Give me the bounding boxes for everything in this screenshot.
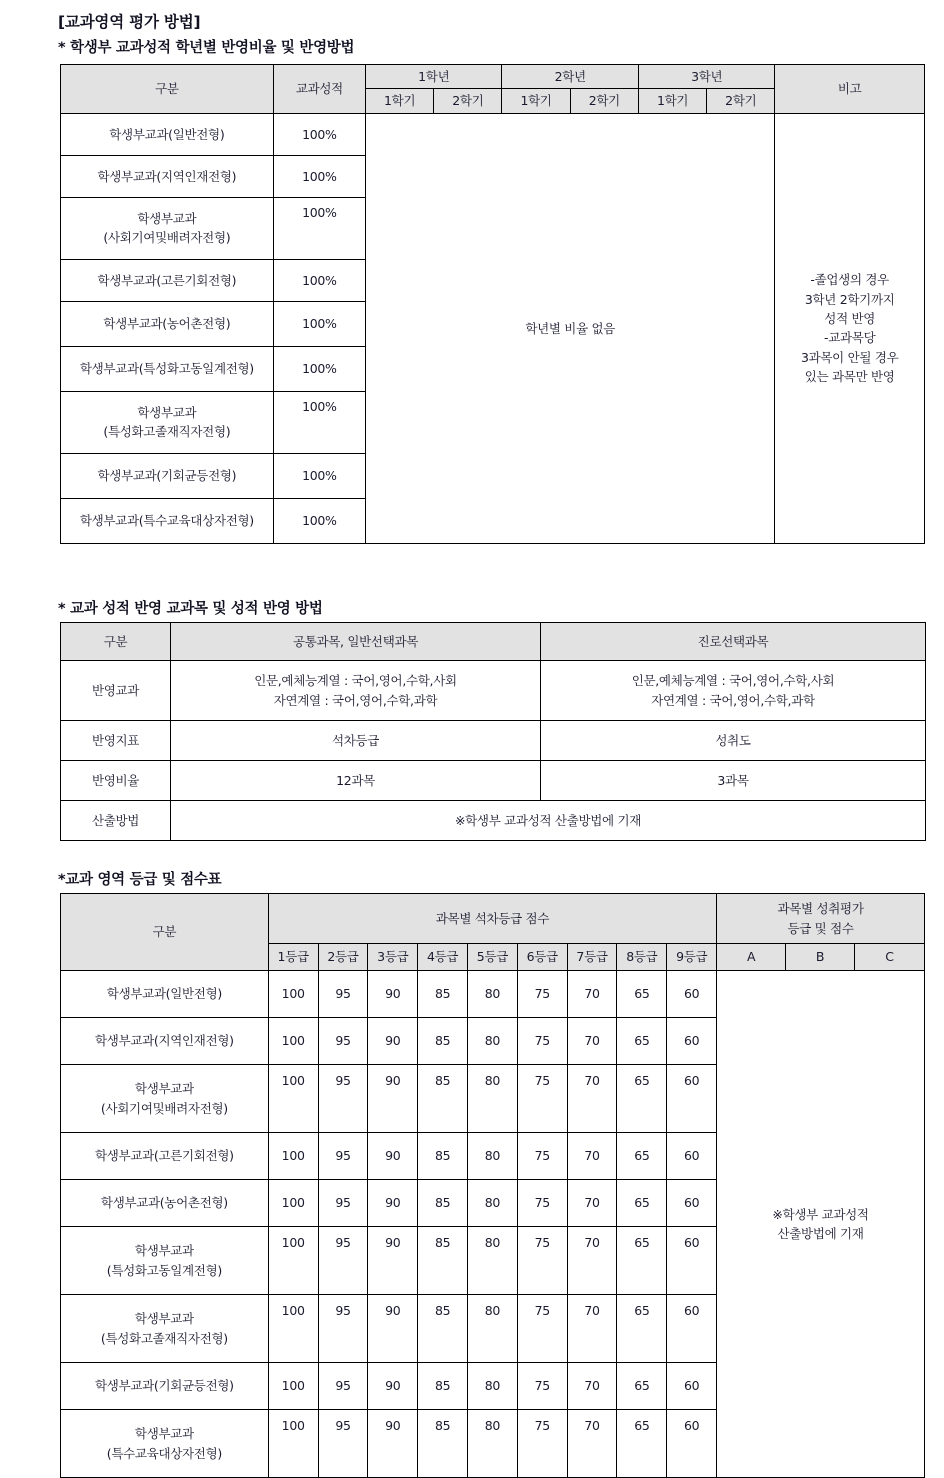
header-g1-sem1: 1학기 xyxy=(366,89,434,113)
score-cell: 75 xyxy=(517,1410,567,1478)
row-label xyxy=(61,1180,269,1227)
score-cell: 80 xyxy=(468,1227,518,1295)
cell-career-subjects xyxy=(541,661,926,721)
row-label xyxy=(61,1295,269,1363)
row-ratio: 100% xyxy=(273,301,365,346)
score-cell: 80 xyxy=(468,1363,518,1410)
header-gubun: 구분 xyxy=(61,894,269,971)
row-ratio: 100% xyxy=(273,155,365,197)
row-label-line1: 학생부교과(일반전형) xyxy=(109,126,225,142)
score-cell: 100 xyxy=(268,1363,318,1410)
score-cell: 95 xyxy=(318,1180,368,1227)
row-label-line1: 학생부교과(기회균등전형) xyxy=(97,468,237,484)
achievement-group-line-1: 과목별 성취평가 xyxy=(777,901,864,917)
score-cell: 90 xyxy=(368,1363,418,1410)
header-achievement-c: C xyxy=(854,944,924,971)
table-row xyxy=(61,113,925,155)
header-grade-8: 8등급 xyxy=(617,944,667,971)
header-grade-1: 1학년 xyxy=(366,65,502,89)
header-grade-4: 4등급 xyxy=(418,944,468,971)
score-cell: 60 xyxy=(667,1227,717,1295)
score-cell: 95 xyxy=(318,971,368,1018)
row-label-line1: 학생부교과 xyxy=(137,404,197,420)
table-row xyxy=(61,661,926,721)
row-label-line1: 학생부교과(고른기회전형) xyxy=(95,1148,234,1164)
section-3-heading: *교과 영역 등급 및 점수표 xyxy=(58,872,222,888)
header-achievement-group xyxy=(717,894,925,944)
row-label-line1: 학생부교과 xyxy=(134,1081,194,1097)
row-ratio: 100% xyxy=(273,113,365,155)
score-cell: 75 xyxy=(517,1018,567,1065)
table-3-header xyxy=(61,894,925,971)
score-cell: 65 xyxy=(617,1410,667,1478)
cell-calculation-method: ※학생부 교과성적 산출방법에 기재 xyxy=(171,801,926,841)
row-label xyxy=(61,259,274,301)
score-cell: 80 xyxy=(468,1295,518,1363)
row-label xyxy=(61,301,274,346)
row-label-line1: 학생부교과(고른기회전형) xyxy=(97,272,237,288)
score-cell: 95 xyxy=(318,1363,368,1410)
score-cell: 65 xyxy=(617,1363,667,1410)
note-line-6: 있는 과목만 반영 xyxy=(804,369,895,384)
career-subject-line-1: 인문,예체능계열 : 국어,영어,수학,사회 xyxy=(631,673,835,689)
score-cell: 85 xyxy=(418,1065,468,1133)
score-cell: 85 xyxy=(418,1410,468,1478)
score-cell: 100 xyxy=(268,1133,318,1180)
table-1-header xyxy=(61,65,925,114)
row-label xyxy=(61,1363,269,1410)
row-label xyxy=(61,113,274,155)
score-cell: 80 xyxy=(468,1133,518,1180)
score-cell: 95 xyxy=(318,1410,368,1478)
score-cell: 60 xyxy=(667,1410,717,1478)
score-cell: 70 xyxy=(567,1133,617,1180)
score-cell: 80 xyxy=(468,1180,518,1227)
score-cell: 100 xyxy=(268,1018,318,1065)
row-label-line1: 학생부교과 xyxy=(137,210,197,226)
score-cell: 60 xyxy=(667,1065,717,1133)
score-cell: 85 xyxy=(418,1180,468,1227)
cell-career-indicator: 성취도 xyxy=(541,721,926,761)
row-ratio: 100% xyxy=(273,259,365,301)
score-cell: 65 xyxy=(617,1133,667,1180)
score-cell: 100 xyxy=(268,1227,318,1295)
row-label-line1: 학생부교과(일반전형) xyxy=(106,986,222,1002)
header-gubun: 구분 xyxy=(61,65,274,114)
score-cell: 60 xyxy=(667,1363,717,1410)
score-cell: 90 xyxy=(368,1227,418,1295)
score-cell: 95 xyxy=(318,1065,368,1133)
header-achievement-b: B xyxy=(786,944,855,971)
score-cell: 65 xyxy=(617,1065,667,1133)
row-label xyxy=(61,1065,269,1133)
achievement-note-line-2: 산출방법에 기재 xyxy=(777,1226,864,1241)
score-cell: 100 xyxy=(268,1295,318,1363)
score-cell: 90 xyxy=(368,1295,418,1363)
row-label xyxy=(61,1227,269,1295)
score-cell: 80 xyxy=(468,1065,518,1133)
table-3-body xyxy=(61,971,925,1478)
row-label-reflected-subject: 반영교과 xyxy=(61,661,171,721)
score-cell: 70 xyxy=(567,1295,617,1363)
row-label xyxy=(61,346,274,391)
header-achievement-a: A xyxy=(717,944,786,971)
merged-note-cell xyxy=(775,113,925,543)
row-label-line1: 학생부교과 xyxy=(134,1311,194,1327)
score-cell: 60 xyxy=(667,1295,717,1363)
score-cell: 70 xyxy=(567,1363,617,1410)
header-rank-score-group: 과목별 석차등급 점수 xyxy=(268,894,716,944)
note-line-2: 3학년 2학기까지 xyxy=(804,291,895,307)
score-cell: 95 xyxy=(318,1018,368,1065)
cell-common-indicator: 석차등급 xyxy=(171,721,541,761)
score-cell: 100 xyxy=(268,1180,318,1227)
header-grade-1: 1등급 xyxy=(268,944,318,971)
score-cell: 70 xyxy=(567,1410,617,1478)
score-cell: 80 xyxy=(468,1410,518,1478)
score-cell: 70 xyxy=(567,1227,617,1295)
table-2-body xyxy=(61,661,926,841)
row-label xyxy=(61,155,274,197)
row-label-line1: 학생부교과(농어촌전형) xyxy=(100,1195,228,1211)
common-subject-line-1: 인문,예체능계열 : 국어,영어,수학,사회 xyxy=(254,673,457,689)
row-label xyxy=(61,197,274,259)
row-label-line1: 학생부교과(지역인재전형) xyxy=(97,168,237,184)
score-cell: 85 xyxy=(418,1227,468,1295)
row-label-ratio: 반영비율 xyxy=(61,761,171,801)
row-label xyxy=(61,391,274,453)
row-label-calculation: 산출방법 xyxy=(61,801,171,841)
table-row xyxy=(61,761,926,801)
score-cell: 60 xyxy=(667,971,717,1018)
table-header-row xyxy=(61,623,926,661)
score-cell: 70 xyxy=(567,1018,617,1065)
score-cell: 65 xyxy=(617,1227,667,1295)
table-row xyxy=(61,801,926,841)
score-cell: 100 xyxy=(268,1410,318,1478)
section-2-heading: * 교과 성적 반영 교과목 및 성적 반영 방법 xyxy=(58,601,323,617)
header-g3-sem2: 2학기 xyxy=(707,89,775,113)
row-ratio: 100% xyxy=(273,453,365,498)
table-row xyxy=(61,971,925,1018)
score-cell: 75 xyxy=(517,1363,567,1410)
row-label xyxy=(61,453,274,498)
row-ratio: 100% xyxy=(273,197,365,259)
score-cell: 90 xyxy=(368,971,418,1018)
row-label xyxy=(61,1133,269,1180)
header-subject-score: 교과성적 xyxy=(273,65,365,114)
row-label-line1: 학생부교과 xyxy=(134,1426,194,1442)
row-label-line2: (특수교육대상자전형) xyxy=(106,1445,222,1461)
score-cell: 90 xyxy=(368,1180,418,1227)
score-cell: 65 xyxy=(617,1180,667,1227)
score-cell: 85 xyxy=(418,1363,468,1410)
note-line-5: 3과목이 안될 경우 xyxy=(800,349,899,365)
header-grade-9: 9등급 xyxy=(667,944,717,971)
table-1-body xyxy=(61,113,925,543)
achievement-group-line-2: 등급 및 점수 xyxy=(787,920,854,936)
score-cell: 95 xyxy=(318,1295,368,1363)
page-title: [교과영역 평가 방법] xyxy=(58,13,201,31)
score-cell: 85 xyxy=(418,1295,468,1363)
table-grade-reflection-ratio xyxy=(60,64,925,544)
row-label-line1: 학생부교과(기회균등전형) xyxy=(95,1378,234,1394)
score-cell: 85 xyxy=(418,1133,468,1180)
score-cell: 90 xyxy=(368,1065,418,1133)
score-cell: 70 xyxy=(567,1065,617,1133)
table-header-row xyxy=(61,894,925,944)
row-ratio: 100% xyxy=(273,391,365,453)
row-label-line2: (사회기여및배려자전형) xyxy=(103,230,231,246)
score-cell: 65 xyxy=(617,1295,667,1363)
header-grade-7: 7등급 xyxy=(567,944,617,971)
header-g3-sem1: 1학기 xyxy=(638,89,706,113)
score-cell: 85 xyxy=(418,1018,468,1065)
score-cell: 65 xyxy=(617,971,667,1018)
header-gubun: 구분 xyxy=(61,623,171,661)
score-cell: 85 xyxy=(418,971,468,1018)
table-subject-reflection-method xyxy=(60,622,926,841)
score-cell: 75 xyxy=(517,1180,567,1227)
score-cell: 90 xyxy=(368,1133,418,1180)
header-g2-sem2: 2학기 xyxy=(570,89,638,113)
cell-common-ratio: 12과목 xyxy=(171,761,541,801)
header-g1-sem2: 2학기 xyxy=(434,89,502,113)
score-cell: 80 xyxy=(468,1018,518,1065)
score-cell: 75 xyxy=(517,1065,567,1133)
table-row xyxy=(61,721,926,761)
table-header-row xyxy=(61,65,925,89)
merged-achievement-note-cell xyxy=(717,971,925,1478)
score-cell: 70 xyxy=(567,1180,617,1227)
score-cell: 75 xyxy=(517,971,567,1018)
row-label xyxy=(61,1410,269,1478)
score-cell: 95 xyxy=(318,1227,368,1295)
cell-common-subjects xyxy=(171,661,541,721)
header-grade-2: 2등급 xyxy=(318,944,368,971)
row-label-line1: 학생부교과(특수교육대상자전형) xyxy=(79,513,254,529)
row-label-line2: (특성화고동일계전형) xyxy=(106,1262,222,1278)
table-grade-score xyxy=(60,893,925,1478)
header-grade-3: 3등급 xyxy=(368,944,418,971)
cell-career-ratio: 3과목 xyxy=(541,761,926,801)
achievement-note-line-1: ※학생부 교과성적 xyxy=(772,1206,869,1222)
header-grade-2: 2학년 xyxy=(502,65,638,89)
score-cell: 95 xyxy=(318,1133,368,1180)
score-cell: 90 xyxy=(368,1410,418,1478)
note-line-1: -졸업생의 경우 xyxy=(810,272,889,288)
row-label-line1: 학생부교과(특성화고동일계전형) xyxy=(79,361,254,377)
row-label xyxy=(61,1018,269,1065)
career-subject-line-2: 자연계열 : 국어,영어,수학,과학 xyxy=(651,692,815,708)
score-cell: 90 xyxy=(368,1018,418,1065)
score-cell: 75 xyxy=(517,1133,567,1180)
row-label-indicator: 반영지표 xyxy=(61,721,171,761)
row-label xyxy=(61,498,274,543)
header-career-subjects: 진로선택과목 xyxy=(541,623,926,661)
row-ratio: 100% xyxy=(273,498,365,543)
row-label xyxy=(61,971,269,1018)
header-g2-sem1: 1학기 xyxy=(502,89,570,113)
header-grade-5: 5등급 xyxy=(468,944,518,971)
table-2-header xyxy=(61,623,926,661)
row-label-line2: (사회기여및배려자전형) xyxy=(100,1100,228,1116)
score-cell: 60 xyxy=(667,1133,717,1180)
header-grade-3: 3학년 xyxy=(638,65,774,89)
row-label-line1: 학생부교과(농어촌전형) xyxy=(103,316,231,332)
score-cell: 75 xyxy=(517,1227,567,1295)
header-grade-6: 6등급 xyxy=(517,944,567,971)
score-cell: 70 xyxy=(567,971,617,1018)
note-line-4: -교과목당 xyxy=(824,330,876,346)
header-common-subjects: 공통과목, 일반선택과목 xyxy=(171,623,541,661)
row-label-line1: 학생부교과(지역인재전형) xyxy=(95,1033,234,1049)
row-ratio: 100% xyxy=(273,346,365,391)
score-cell: 65 xyxy=(617,1018,667,1065)
note-line-3: 성적 반영 xyxy=(824,310,876,326)
score-cell: 80 xyxy=(468,971,518,1018)
row-label-line1: 학생부교과 xyxy=(134,1243,194,1259)
row-label-line2: (특성화고졸재직자전형) xyxy=(100,1330,228,1346)
score-cell: 100 xyxy=(268,1065,318,1133)
row-label-line2: (특성화고졸재직자전형) xyxy=(103,424,231,440)
score-cell: 60 xyxy=(667,1180,717,1227)
score-cell: 60 xyxy=(667,1018,717,1065)
section-1-heading: * 학생부 교과성적 학년별 반영비율 및 반영방법 xyxy=(58,40,355,56)
common-subject-line-2: 자연계열 : 국어,영어,수학,과학 xyxy=(273,692,438,708)
header-note: 비고 xyxy=(775,65,925,114)
score-cell: 75 xyxy=(517,1295,567,1363)
merged-no-grade-ratio: 학년별 비율 없음 xyxy=(366,113,775,543)
score-cell: 100 xyxy=(268,971,318,1018)
